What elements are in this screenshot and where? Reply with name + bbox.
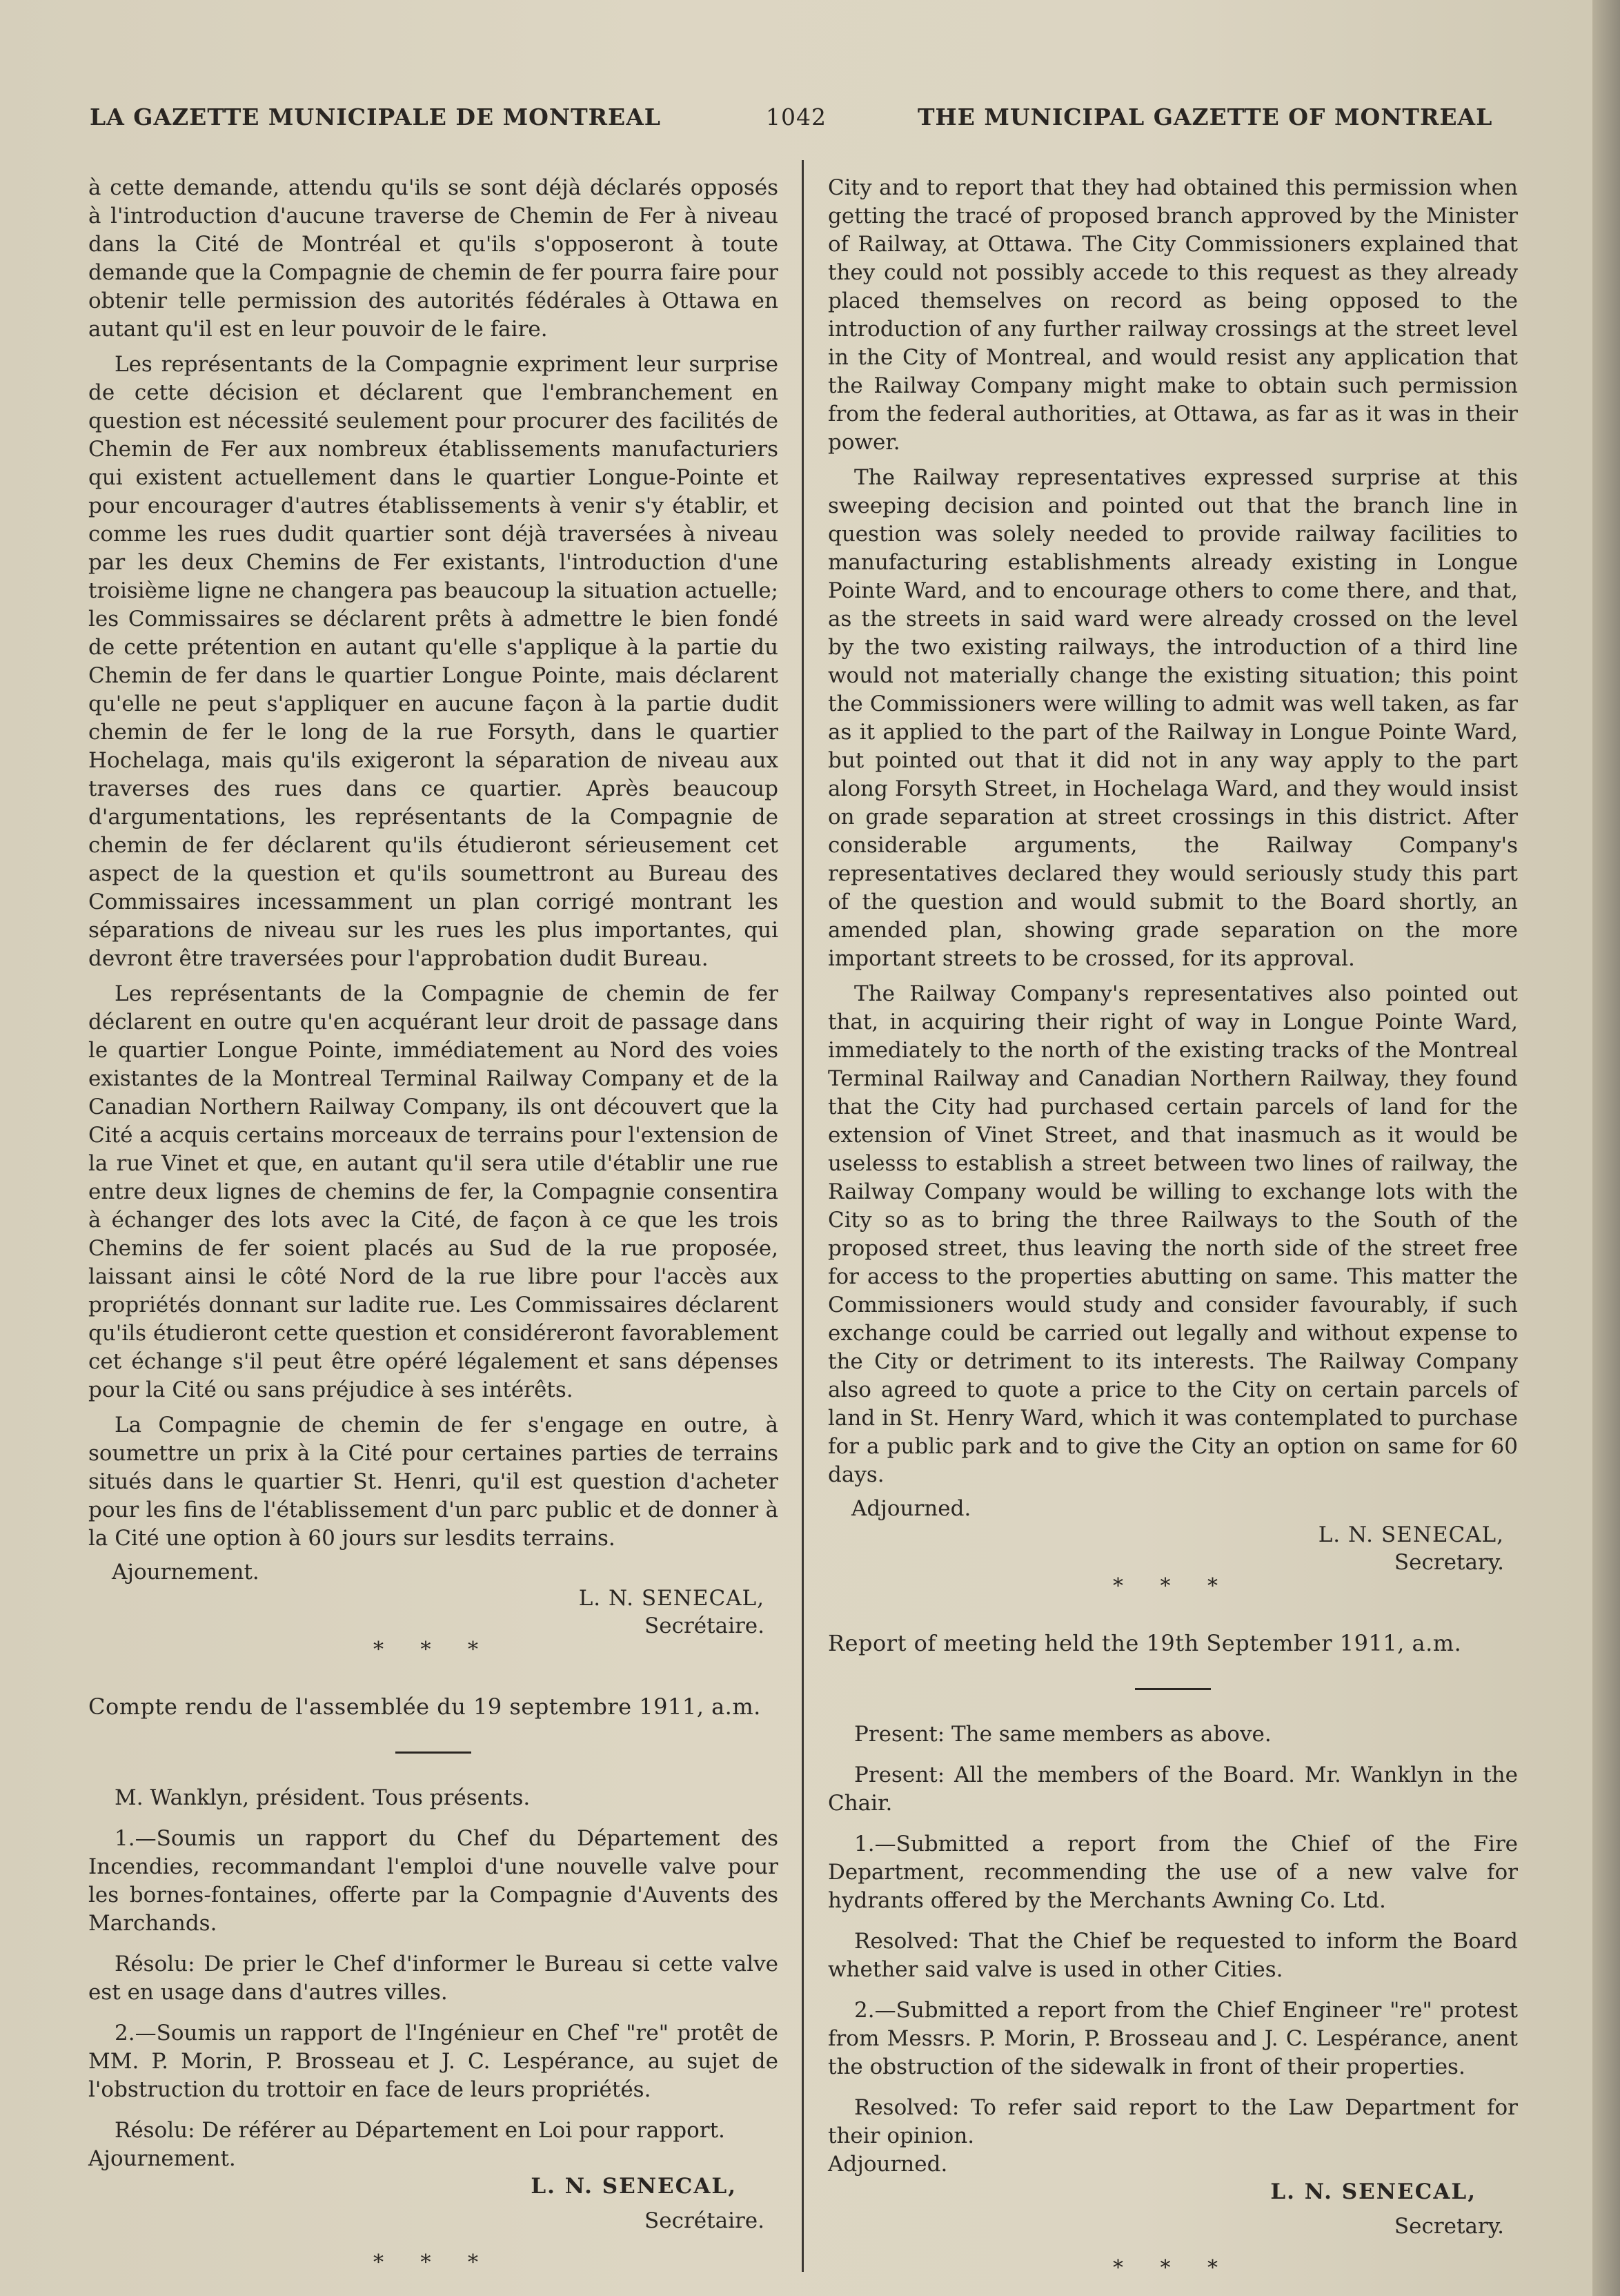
signature-block (828, 1495, 1518, 1575)
meeting-heading: Compte rendu de l'assemblée du 19 septembre 1911, a.m. (88, 1694, 761, 1720)
page-spine-shadow (1592, 0, 1620, 2296)
paragraph: à cette demande, attendu qu'ils se sont déjà déclarés opposés à l'introduction d'aucune traverse de Chemin de Fer à niveau dans la Cité de Montréal et qu'ils s'opposeront à toute demande que la Compagnie de chemin de fer pourra faire pour obtenir telle permission des autorités fédérales à Ottawa en autant qu'il est en leur pouvoir de le faire. (88, 175, 778, 342)
signature-name: L. N. SENECAL, (1318, 1522, 1504, 1547)
paragraph: City and to report that they had obtained this permission when getting the tracé of proposed branch approved by the Minister of Railway, at Ottawa. The City Commissioners explained that they could not possibly accede to this request as they already placed themselves on record as being opposed to the introduction of any further railway crossings at the street level in the City of Montreal, and would resist any application that the Railway Company might make to obtain such permission from the federal authorities, at Ottawa, as far as it was in their power. (828, 175, 1518, 455)
header-title-french: LA GAZETTE MUNICIPALE DE MONTREAL (90, 104, 662, 130)
signature-block (828, 2150, 1518, 2240)
list-item: Résolu: De référer au Département en Loi pour rapport. (115, 2118, 725, 2143)
signature-role: Secrétaire. (644, 2208, 764, 2233)
adjournment-label: Ajournement. (112, 1560, 259, 1584)
english-column (828, 174, 1518, 2282)
adjournment-label: Adjourned. (828, 2152, 948, 2177)
signature-block (88, 1558, 778, 1638)
signature-block (88, 2145, 778, 2235)
meeting-heading: Report of meeting held the 19th September 1911, a.m. (828, 1630, 1462, 1656)
list-item: M. Wanklyn, président. Tous présents. (115, 1785, 531, 1810)
section-separator-stars: * * * (1112, 1574, 1234, 1598)
page-number: 1042 (766, 104, 827, 130)
adjournment-label: Ajournement. (88, 2146, 236, 2171)
signature-name: L. N. SENECAL, (531, 2174, 737, 2199)
signature-role: Secretary. (1394, 1550, 1504, 1575)
page-header (90, 104, 1497, 138)
paragraph: The Railway representatives expressed surprise at this sweeping decision and pointed out that the branch line in question was solely needed to provide railway facilities to manufacturing establishments already existing in Longue Pointe Ward, and to encourage others to come there, and that, as the streets in said ward were already crossed on the level by the two existing railways, the introduction of a third line would not materially change the existing situation; this point the Commissioners were willing to admit was well taken, as far as it applied to the part of the Railway in Longue Pointe Ward, but pointed out that it did not in any way apply to the part along Forsyth Street, in Hochelaga Ward, and they would insist on grade separation at street crossings in this district. After considerable arguments, the Railway Company's representatives declared they would seriously study this part of the question and would submit to the Board shortly, an amended plan, showing grade separation on the more important streets to be crossed, for its approval. (828, 465, 1518, 971)
heading-rule (1135, 1688, 1211, 1690)
column-divider (802, 160, 804, 2272)
signature-name: L. N. SENECAL, (1270, 2179, 1476, 2204)
list-item: Present: The same members as above. (854, 1722, 1272, 1747)
paragraph: The Railway Company's representatives also pointed out that, in acquiring their right of way in Longue Pointe Ward, immediately to the north of the existing tracks of the Montreal Terminal Railway and Canadian Northern Railway, they found that the City had purchased certain parcels of land for the extension of Vinet Street, and that inasmuch as it would be uselesss to establish a street between two lines of railway, the Railway Company would be willing to exchange lots with the City so as to bring the three Railways to the South of the proposed street, thus leaving the north side of the street free for access to the properties abutting on same. This matter the Commissioners would study and consider favourably, if such exchange could be carried out legally and without expense to the City or detriment to its interests. The Railway Company also agreed to quote a price to the City on certain parcels of land in St. Henry Ward, which it was contemplated to purchase for a public park and to give the City an option on same for 60 days. (828, 981, 1518, 1487)
list-item: Present: All the members of the Board. Mr. Wanklyn in the Chair. (828, 1763, 1518, 1816)
french-column (88, 174, 778, 2277)
list-item: Resolved: That the Chief be requested to inform the Board whether said valve is used in other Cities. (828, 1929, 1518, 1982)
meeting-items (88, 1784, 778, 2145)
signature-role: Secrétaire. (644, 1613, 764, 1638)
list-item: Résolu: De prier le Chef d'informer le Bureau si cette valve est en usage dans d'autres villes. (88, 1952, 778, 2005)
section-separator-stars: * * * (373, 2250, 494, 2275)
signature-name: L. N. SENECAL, (578, 1586, 764, 1611)
paragraph: La Compagnie de chemin de fer s'engage en outre, à soumettre un prix à la Cité pour certaines parties de terrains situés dans le quartier St. Henri, qu'il est question d'acheter pour les fins de l'établissement d'un parc public et de donner à la Cité une option à 60 jours sur lesdits terrains. (88, 1413, 778, 1551)
paragraph: Les représentants de la Compagnie expriment leur surprise de cette décision et déclarent que l'embranchement en question est nécessité seulement pour procurer des facilités de Chemin de Fer aux nombreux établissements manufacturiers qui existent actuellement dans le quartier Longue-Pointe et pour encourager d'autres établissements à venir s'y établir, et comme les rues dudit quartier sont déjà traversées à niveau par les deux Chemins de Fer existants, l'introduction d'une troisième ligne ne changera pas beaucoup la situation actuelle; les Commissaires se déclarent prêts à admettre le bien fondé de cette prétention en autant qu'elle s'applique à la partie du Chemin de fer dans le quartier Longue Pointe, mais déclarent qu'elle ne peut s'appliquer en aucune façon à la partie dudit chemin de fer le long de la rue Forsyth, dans le quartier Hochelaga, mais qu'ils exigeront la séparation de niveau aux traverses des rues dans ce quartier. Après beaucoup d'argumentations, les représentants de la Compagnie de chemin de fer déclarent qu'ils étudieront sérieusement cet aspect de la question et qu'ils soumettront au Bureau des Commissaires incessamment un plan corrigé montrant les séparations de niveau sur les rues les plus importantes, qui devront être traversées pour l'approbation dudit Bureau. (88, 352, 778, 971)
list-item: 1.—Submitted a report from the Chief of the Fire Department, recommending the use of a new valve for hydrants offered by the Merchants Awning Co. Ltd. (828, 1832, 1518, 1913)
signature-role: Secretary. (1394, 2214, 1504, 2239)
list-item: 1.—Soumis un rapport du Chef du Département des Incendies, recommandant l'emploi d'une nouvelle valve pour les bornes-fontaines, offerte par la Compagnie d'Auvents des Marchands. (88, 1826, 778, 1936)
heading-rule (395, 1752, 471, 1754)
adjournment-label: Adjourned. (851, 1496, 971, 1521)
header-title-english: THE MUNICIPAL GAZETTE OF MONTREAL (918, 104, 1493, 130)
section-separator-stars: * * * (373, 1638, 494, 1662)
meeting-items (828, 1720, 1518, 2150)
section-separator-stars: * * * (1112, 2256, 1234, 2280)
list-item: 2.—Submitted a report from the Chief Engineer "re" protest from Messrs. P. Morin, P. Brosseau and J. C. Lespérance, anent the obstruction of the sidewalk in front of their properties. (828, 1998, 1518, 2079)
paragraph: Les représentants de la Compagnie de chemin de fer déclarent en outre qu'en acquérant leur droit de passage dans le quartier Longue Pointe, immédiatement au Nord des voies existantes de la Montreal Terminal Railway Company et de la Canadian Northern Railway Company, ils ont découvert que la Cité a acquis certains morceaux de terrains pour l'extension de la rue Vinet et que, en autant qu'il sera utile d'établir une rue entre deux lignes de chemins de fer, la Compagnie consentira à échanger des lots avec la Cité, de façon à ce que les trois Chemins de fer soient placés au Sud de la rue proposée, laissant ainsi le côté Nord de la rue libre pour l'accès aux propriétés donnant sur ladite rue. Les Commissaires déclarent qu'ils étudieront cette question et considéreront favorablement cet échange s'il peut être opéré légalement et sans dépenses pour la Cité ou sans préjudice à ses intérêts. (88, 981, 778, 1402)
list-item: Resolved: To refer said report to the Law Department for their opinion. (828, 2095, 1518, 2148)
list-item: 2.—Soumis un rapport de l'Ingénieur en Chef "re" protêt de MM. P. Morin, P. Brosseau et J. C. Lespérance, au sujet de l'obstruction du trottoir en face de leurs propriétés. (88, 2021, 778, 2102)
